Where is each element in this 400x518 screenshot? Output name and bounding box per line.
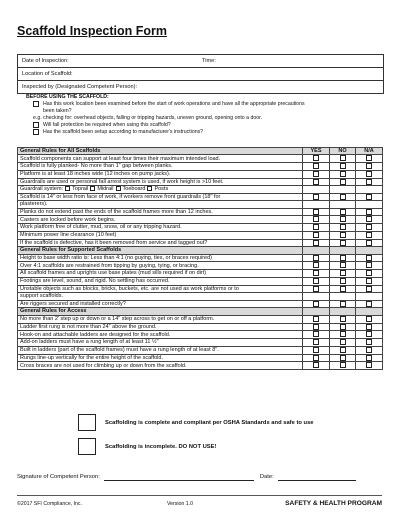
checkbox[interactable] xyxy=(340,286,346,292)
checklist-row xyxy=(18,201,383,208)
checkbox[interactable] xyxy=(366,278,372,284)
no-checkbox[interactable] xyxy=(330,270,356,278)
before-q1-text: Has this work location been examined before the start of work operations and have all the appropriate precautions xyxy=(43,100,305,107)
checkbox[interactable] xyxy=(313,255,319,261)
before-q2-text: Will fall protection be required when using this scaffold? xyxy=(43,121,171,128)
checkbox[interactable] xyxy=(340,316,346,322)
signature-date-line[interactable] xyxy=(278,474,356,481)
checkbox[interactable] xyxy=(366,171,372,177)
checklist-row xyxy=(18,277,383,285)
checkbox[interactable] xyxy=(340,262,346,268)
no-checkbox[interactable] xyxy=(330,362,356,370)
checklist-row xyxy=(18,354,383,362)
checkbox[interactable] xyxy=(340,163,346,169)
column-header-na: N/A xyxy=(356,148,383,155)
no-checkbox[interactable] xyxy=(330,208,356,216)
na-checkbox[interactable] xyxy=(356,163,383,171)
answer-cell xyxy=(356,201,383,208)
checklist-row xyxy=(18,270,383,278)
location-field-label[interactable]: Location of Scaffold: xyxy=(22,71,73,77)
inspector-field-label[interactable]: Inspected by (Designated Competent Person): xyxy=(22,84,138,90)
checkbox[interactable] xyxy=(313,339,319,345)
before-q3-text: Has the scaffold been setup according to manufacturer's instructions? xyxy=(43,128,204,135)
checklist-row xyxy=(18,331,383,339)
compliant-text: Scaffolding is complete and compliant per OSHA Standards and safe to use xyxy=(105,419,314,426)
checklist-row xyxy=(18,231,383,239)
checklist-item-text: Over 4:1 scaffolds are restrained from tipping by guying, tying, or bracing. xyxy=(18,262,303,270)
checkbox[interactable] xyxy=(340,355,346,361)
form-title: Scaffold Inspection Form xyxy=(17,24,168,38)
checklist-row xyxy=(18,346,383,354)
guardrail-option-checkbox[interactable] xyxy=(147,186,152,191)
column-header-no: NO xyxy=(330,148,356,155)
yes-checkbox[interactable] xyxy=(303,178,330,186)
yes-checkbox[interactable] xyxy=(303,285,330,293)
before-q1 xyxy=(17,101,382,108)
na-checkbox[interactable] xyxy=(356,262,383,270)
no-checkbox[interactable] xyxy=(330,331,356,339)
answer-cell xyxy=(303,293,330,300)
checklist-row xyxy=(18,315,383,323)
no-checkbox[interactable] xyxy=(330,155,356,163)
guardrail-system-label: Guardrail system: xyxy=(20,186,64,193)
section-title: General Rules for Access xyxy=(18,308,303,315)
checklist-item-text: Platform is at least 18 inches wide (12 inches on pump jacks). xyxy=(18,170,303,178)
checklist-row xyxy=(18,216,383,224)
guardrail-system-options xyxy=(18,186,303,193)
checklist-row xyxy=(18,163,383,171)
checklist-row xyxy=(18,170,383,178)
na-checkbox[interactable] xyxy=(356,270,383,278)
guardrail-option-label: Posts xyxy=(154,186,169,193)
checkbox[interactable] xyxy=(313,179,319,185)
checkbox[interactable] xyxy=(313,209,319,215)
before-q3 xyxy=(17,129,382,136)
checkbox[interactable] xyxy=(340,240,346,246)
guardrail-option-checkbox[interactable] xyxy=(90,186,95,191)
section-header-row xyxy=(18,247,383,254)
column-header-no xyxy=(330,247,356,254)
checkbox[interactable] xyxy=(313,362,319,368)
checklist-row xyxy=(18,224,383,232)
na-checkbox[interactable] xyxy=(356,339,383,347)
checkbox[interactable] xyxy=(340,216,346,222)
section-header-row xyxy=(18,148,383,155)
column-header-no xyxy=(330,308,356,315)
yes-checkbox[interactable] xyxy=(303,170,330,178)
checklist-item-text: Unstable objects such as blocks, bricks, buckets, etc. are not used as work platforms or to xyxy=(18,285,303,293)
na-checkbox[interactable] xyxy=(356,323,383,331)
checkbox[interactable] xyxy=(366,331,372,337)
answer-cell xyxy=(303,201,330,208)
checkbox[interactable] xyxy=(366,270,372,276)
checkbox[interactable] xyxy=(366,286,372,292)
yes-checkbox[interactable] xyxy=(303,231,330,239)
checkbox[interactable] xyxy=(340,171,346,177)
checkbox[interactable] xyxy=(313,286,319,292)
footer xyxy=(17,495,382,507)
na-checkbox[interactable] xyxy=(356,362,383,370)
checklist-item-text: Scaffold is 14" or less from face of work, if workers remove front guardrails (18" for xyxy=(18,193,303,201)
checkbox[interactable] xyxy=(313,324,319,330)
footer-copyright: ©2017 SFI Compliance, Inc. xyxy=(17,500,82,507)
checkbox[interactable] xyxy=(313,301,319,307)
yes-checkbox[interactable] xyxy=(303,155,330,163)
checklist-item-text: Scaffold components can support at least four times their maximum intended load. xyxy=(18,155,303,163)
column-header-yes xyxy=(303,247,330,254)
before-use-heading: BEFORE USING THE SCAFFOLD: xyxy=(26,94,109,100)
yes-checkbox[interactable] xyxy=(303,239,330,247)
checkbox[interactable] xyxy=(366,209,372,215)
checklist-item-text: Built in ladders (part of the scaffold frames) must have a rung length of at least 8". xyxy=(18,346,303,354)
checklist-item-text: If the scaffold is defective, has it been removed from service and tagged out? xyxy=(18,239,303,247)
answer-cell xyxy=(356,293,383,300)
no-checkbox[interactable] xyxy=(330,178,356,186)
checkbox[interactable] xyxy=(340,194,346,200)
checkbox[interactable] xyxy=(366,262,372,268)
result-compliant xyxy=(78,414,314,431)
checkbox[interactable] xyxy=(340,179,346,185)
yes-checkbox[interactable] xyxy=(303,331,330,339)
no-checkbox[interactable] xyxy=(330,239,356,247)
na-checkbox[interactable] xyxy=(356,354,383,362)
checklist-item-text: Height to base width ratio is: Less than 4:1 (no guying, ties, or braces required) xyxy=(18,254,303,262)
no-checkbox[interactable] xyxy=(330,224,356,232)
checklist-item-text: Cross braces are not used for climbing up or down from the scaffold. xyxy=(18,362,303,370)
na-checkbox[interactable] xyxy=(356,285,383,293)
checkbox[interactable] xyxy=(366,347,372,353)
checklist-item-text: support scaffolds. xyxy=(18,293,303,300)
location-row xyxy=(18,68,383,81)
checklist-row xyxy=(18,323,383,331)
checkbox[interactable] xyxy=(313,224,319,230)
checkbox[interactable] xyxy=(366,324,372,330)
checkbox[interactable] xyxy=(340,324,346,330)
column-header-yes: YES xyxy=(303,148,330,155)
checkbox[interactable] xyxy=(366,163,372,169)
answer-cell xyxy=(330,186,356,193)
checkbox[interactable] xyxy=(313,163,319,169)
checkbox[interactable] xyxy=(313,347,319,353)
na-checkbox[interactable] xyxy=(356,178,383,186)
checklist-item-text: Guardrails are used or personal fall arrest system is used, if work height is >10 feet. xyxy=(18,178,303,186)
checkbox[interactable] xyxy=(313,232,319,238)
yes-checkbox[interactable] xyxy=(303,216,330,224)
checkbox[interactable] xyxy=(313,355,319,361)
checklist-row xyxy=(18,300,383,308)
checkbox[interactable] xyxy=(340,339,346,345)
yes-checkbox[interactable] xyxy=(303,277,330,285)
checklist-item-text: Are riggers secured and installed correctly? xyxy=(18,300,303,308)
yes-checkbox[interactable] xyxy=(303,346,330,354)
checklist-row xyxy=(18,362,383,370)
checklist-row xyxy=(18,254,383,262)
checklist-row xyxy=(18,339,383,347)
checkbox[interactable] xyxy=(340,278,346,284)
checklist-row xyxy=(18,239,383,247)
checkbox[interactable] xyxy=(313,262,319,268)
footer-version: Version 1.0 xyxy=(167,500,193,507)
no-checkbox[interactable] xyxy=(330,193,356,201)
checklist-row xyxy=(18,262,383,270)
checkbox[interactable] xyxy=(340,362,346,368)
no-checkbox[interactable] xyxy=(330,216,356,224)
yes-checkbox[interactable] xyxy=(303,315,330,323)
signature-row xyxy=(17,474,382,481)
checkbox[interactable] xyxy=(313,316,319,322)
yes-checkbox[interactable] xyxy=(303,354,330,362)
checkbox[interactable] xyxy=(366,316,372,322)
guardrail-option-checkbox[interactable] xyxy=(65,186,70,191)
before-example: e.g. checking for: overhead objects, falling or tripping hazards, uneven ground, opening onto a door. xyxy=(33,114,262,121)
signature-line[interactable] xyxy=(104,474,254,481)
checkbox[interactable] xyxy=(340,209,346,215)
checklist-row xyxy=(18,208,383,216)
checklist-item-text: Hook-on and attachable ladders are designed for the scaffold. xyxy=(18,331,303,339)
checklist-item-text: Ladder first rung is not more than 24" above the ground. xyxy=(18,323,303,331)
guardrail-option-label: Midrail xyxy=(97,186,114,193)
yes-checkbox[interactable] xyxy=(303,224,330,232)
na-checkbox[interactable] xyxy=(356,315,383,323)
checkbox[interactable] xyxy=(33,122,39,128)
date-field-label[interactable]: Date of Inspection: xyxy=(22,58,69,64)
result-incomplete xyxy=(78,438,216,455)
no-checkbox[interactable] xyxy=(330,300,356,308)
na-checkbox[interactable] xyxy=(356,224,383,232)
answer-cell xyxy=(330,293,356,300)
info-box xyxy=(17,54,384,94)
checkbox[interactable] xyxy=(340,232,346,238)
checklist-row xyxy=(18,155,383,163)
yes-checkbox[interactable] xyxy=(303,193,330,201)
yes-checkbox[interactable] xyxy=(303,339,330,347)
yes-checkbox[interactable] xyxy=(303,208,330,216)
answer-cell xyxy=(303,186,330,193)
checkbox[interactable] xyxy=(366,255,372,261)
no-checkbox[interactable] xyxy=(330,163,356,171)
checkbox[interactable] xyxy=(366,240,372,246)
no-checkbox[interactable] xyxy=(330,170,356,178)
na-checkbox[interactable] xyxy=(356,155,383,163)
guardrail-option-checkbox[interactable] xyxy=(116,186,121,191)
checkbox[interactable] xyxy=(366,179,372,185)
no-checkbox[interactable] xyxy=(330,339,356,347)
guardrail-system-row xyxy=(18,186,383,193)
yes-checkbox[interactable] xyxy=(303,262,330,270)
section-header-row xyxy=(18,308,383,315)
no-checkbox[interactable] xyxy=(330,277,356,285)
checklist-item-text: Casters are locked before work begins. xyxy=(18,216,303,224)
column-header-na xyxy=(356,308,383,315)
na-checkbox[interactable] xyxy=(356,170,383,178)
checkbox[interactable] xyxy=(366,362,372,368)
checkbox[interactable] xyxy=(33,101,39,107)
checkbox[interactable] xyxy=(366,301,372,307)
checkbox[interactable] xyxy=(366,194,372,200)
checkbox[interactable] xyxy=(340,301,346,307)
section-title: General Rules for All Scaffolds xyxy=(18,148,303,155)
checkbox[interactable] xyxy=(340,255,346,261)
no-checkbox[interactable] xyxy=(330,231,356,239)
yes-checkbox[interactable] xyxy=(303,163,330,171)
checkbox[interactable] xyxy=(366,216,372,222)
no-checkbox[interactable] xyxy=(330,254,356,262)
checklist-item-text: Minimum power line clearance (10 feet) xyxy=(18,231,303,239)
answer-cell xyxy=(356,186,383,193)
section-title: General Rules for Supported Scaffolds xyxy=(18,247,303,254)
yes-checkbox[interactable] xyxy=(303,300,330,308)
no-checkbox[interactable] xyxy=(330,262,356,270)
incomplete-checkbox[interactable] xyxy=(78,438,96,455)
no-checkbox[interactable] xyxy=(330,323,356,331)
yes-checkbox[interactable] xyxy=(303,270,330,278)
before-q2 xyxy=(17,122,382,129)
checklist-row xyxy=(18,193,383,201)
checklist-item-text: plasterers). xyxy=(18,201,303,208)
na-checkbox[interactable] xyxy=(356,208,383,216)
checklist-item-text: No more than 2' step up or down or a 14" step across to get on or off a platform. xyxy=(18,315,303,323)
before-q1-cont: been taken? xyxy=(43,107,72,114)
signature-label: Signature of Competent Person: xyxy=(17,474,100,480)
compliant-checkbox[interactable] xyxy=(78,414,96,431)
checkbox[interactable] xyxy=(313,155,319,161)
checklist-item-text: Add-on ladders must have a rung length of at least 11 ½" xyxy=(18,339,303,347)
checkbox[interactable] xyxy=(340,224,346,230)
checklist-item-text: Rungs line-up vertically for the entire height of the scaffold. xyxy=(18,354,303,362)
checkbox[interactable] xyxy=(340,270,346,276)
answer-cell xyxy=(330,201,356,208)
footer-program: SAFETY & HEALTH PROGRAM xyxy=(285,500,382,507)
checkbox[interactable] xyxy=(340,347,346,353)
checklist-item-text: All scaffold frames and uprights use base plates (mud sills required if on dirt) xyxy=(18,270,303,278)
no-checkbox[interactable] xyxy=(330,346,356,354)
na-checkbox[interactable] xyxy=(356,277,383,285)
guardrail-option-label: Toprail xyxy=(72,186,89,193)
na-checkbox[interactable] xyxy=(356,331,383,339)
checkbox[interactable] xyxy=(366,355,372,361)
checkbox[interactable] xyxy=(340,155,346,161)
yes-checkbox[interactable] xyxy=(303,362,330,370)
na-checkbox[interactable] xyxy=(356,239,383,247)
checklist-item-text: Work platform free of clutter, mud, snow, oil or any tripping hazard. xyxy=(18,224,303,232)
checklist-item-text: Planks do not extend past the ends of the scaffold frames more than 12 inches. xyxy=(18,208,303,216)
checkbox[interactable] xyxy=(313,194,319,200)
na-checkbox[interactable] xyxy=(356,254,383,262)
checklist-body xyxy=(18,148,383,370)
na-checkbox[interactable] xyxy=(356,193,383,201)
checkbox[interactable] xyxy=(366,232,372,238)
signature-date-label: Date: xyxy=(259,474,274,480)
date-time-row xyxy=(18,55,383,68)
no-checkbox[interactable] xyxy=(330,285,356,293)
column-header-na xyxy=(356,247,383,254)
checkbox[interactable] xyxy=(313,240,319,246)
checkbox[interactable] xyxy=(340,331,346,337)
na-checkbox[interactable] xyxy=(356,216,383,224)
checklist-row xyxy=(18,293,383,300)
checkbox[interactable] xyxy=(366,224,372,230)
checklist-row xyxy=(18,178,383,186)
checkbox[interactable] xyxy=(366,155,372,161)
guardrail-option-label: Toeboard xyxy=(122,186,146,193)
yes-checkbox[interactable] xyxy=(303,323,330,331)
column-header-yes xyxy=(303,308,330,315)
before-use-section xyxy=(17,94,382,135)
checkbox[interactable] xyxy=(313,278,319,284)
no-checkbox[interactable] xyxy=(330,354,356,362)
checklist-row xyxy=(18,285,383,293)
checkbox[interactable] xyxy=(313,216,319,222)
na-checkbox[interactable] xyxy=(356,231,383,239)
checkbox[interactable] xyxy=(313,171,319,177)
checkbox[interactable] xyxy=(313,270,319,276)
checklist-item-text: Scaffold is fully planked- No more than 1" gap between planks. xyxy=(18,163,303,171)
incomplete-text: Scaffolding is incomplete. DO NOT USE! xyxy=(105,443,217,450)
checklist-item-text: Footings are level, sound, and rigid. No settling has occurred. xyxy=(18,277,303,285)
checklist-table xyxy=(17,147,383,370)
yes-checkbox[interactable] xyxy=(303,254,330,262)
checkbox[interactable] xyxy=(366,339,372,345)
na-checkbox[interactable] xyxy=(356,300,383,308)
checkbox[interactable] xyxy=(313,331,319,337)
time-field-label[interactable]: Time: xyxy=(202,58,216,64)
checkbox[interactable] xyxy=(33,129,39,135)
inspector-row xyxy=(18,81,383,93)
na-checkbox[interactable] xyxy=(356,346,383,354)
no-checkbox[interactable] xyxy=(330,315,356,323)
